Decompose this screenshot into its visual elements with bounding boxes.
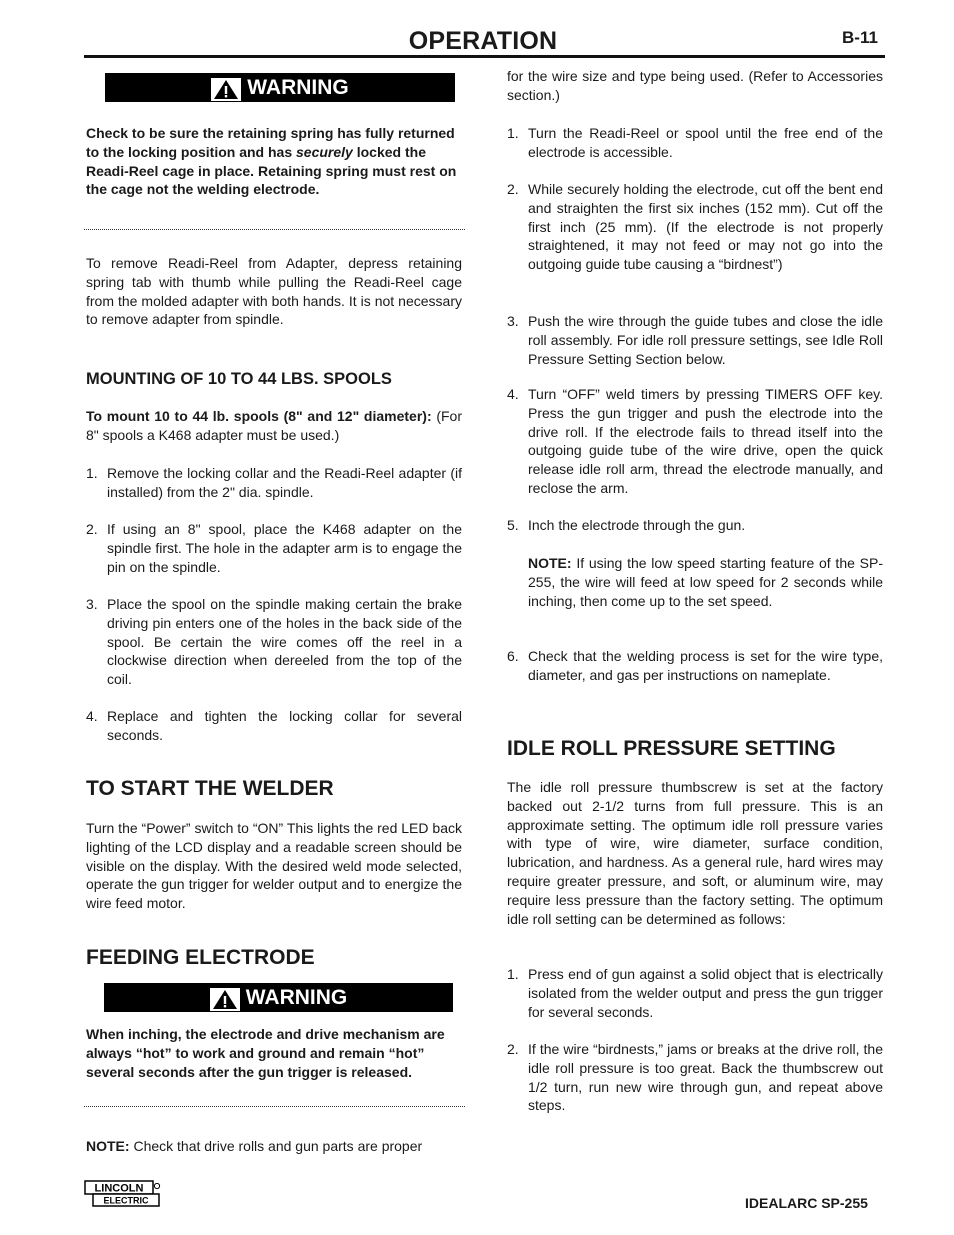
header-rule: [84, 55, 885, 58]
warning-text-part: Check to be sure the retaining spring has fully returned to the locking position and has: [86, 125, 455, 160]
remove-paragraph: To remove Readi-Reel from Adapter, depress retaining spring tab with thumb while pulling the Readi-Reel cage from the molded adapter with both hands. It is not necessary to remove adapter from spindle.: [86, 255, 462, 328]
idle-roll-text: The idle roll pressure thumbscrew is set at the factory backed out 2-1/2 turns from full pressure. This is an approximate setting. The optimum idle roll pressure varies with type of wire, wire diameter, surface condition, lubrication, and hardness. As a general rule, hard wires may require greater pressure, and soft, or aluminum wire, may require less pressure than the factory setting. The optimum idle roll setting can be determined as follows:: [507, 779, 883, 927]
warning-label: WARNING: [247, 76, 349, 99]
mounting-intro: [86, 407, 462, 445]
page-title: OPERATION: [408, 27, 558, 55]
item-number: 4.: [86, 708, 98, 724]
item-number: 2.: [86, 521, 98, 537]
item-text: Place the spool on the spindle making certain the brake driving pin enters one of the holes in the back side of the spool. Be certain the wire comes off the reel in a clockwise direction when dereeled from the top of the coil.: [107, 596, 462, 688]
divider: [84, 1106, 465, 1107]
warning-triangle-icon: [210, 988, 240, 1011]
warning-banner: [104, 983, 453, 1012]
model-name: IDEALARC SP-255: [745, 1195, 868, 1211]
item-number: 2.: [507, 1041, 519, 1057]
item-text: Turn the Readi-Reel or spool until the free end of the electrode is accessible.: [528, 125, 883, 160]
warning-text: [86, 124, 462, 199]
item-number: 1.: [507, 966, 519, 982]
warning-triangle-icon: [211, 78, 241, 101]
item-text: Press end of gun against a solid object that is electrically isolated from the welder output and press the gun trigger for several seconds.: [528, 966, 883, 1020]
item-number: 1.: [86, 465, 98, 481]
logo-text-top: LINCOLN: [94, 1182, 144, 1195]
item-number: 3.: [86, 596, 98, 612]
item-text: Inch the electrode through the gun.: [528, 517, 746, 533]
logo-text-bottom: ELECTRIC: [103, 1195, 149, 1206]
item-text: If using an 8" spool, place the K468 adapter on the spindle first. The hole in the adapter arm is to engage the pin on the spindle.: [107, 521, 462, 575]
step-note-text: [528, 554, 883, 610]
item-text: Replace and tighten the locking collar for several seconds.: [107, 708, 462, 743]
item-text: If the wire “birdnests,” jams or breaks at the drive roll, the idle roll pressure is too great. Back the thumbscrew out 1/2 turn, run new wire through gun, and repeat above steps.: [528, 1041, 883, 1114]
item-text: Check that the welding process is set for the wire type, diameter, and gas per instructions on nameplate.: [528, 648, 883, 683]
item-text: Push the wire through the guide tubes and close the idle roll assembly. For idle roll pressure settings, see Idle Roll Pressure Setting Section below.: [528, 313, 883, 367]
feeding-note-continued: for the wire size and type being used. (Refer to Accessories section.): [507, 68, 883, 103]
feeding-warning-text: When inching, the electrode and drive mechanism are always “hot” to work and ground and remain “hot” several seconds after the gun trigger is released.: [86, 1026, 445, 1080]
feeding-heading: FEEDING ELECTRODE: [86, 946, 315, 969]
item-number: 4.: [507, 386, 519, 402]
note-text: Check that drive rolls and gun parts are proper: [129, 1138, 423, 1154]
warning-text-part: locked the Readi-Reel cage in place. Retaining spring must rest on the cage not the welding electrode.: [86, 143, 457, 198]
start-welder-text: Turn the “Power” switch to “ON” This lights the red LED back lighting of the LCD display and a readable screen should be visible on the display. With the desired weld mode selected, operate the gun trigger for welder output and to energize the wire feed motor.: [86, 820, 462, 912]
item-number: 6.: [507, 648, 519, 664]
item-text: While securely holding the electrode, cut off the bent end and straighten the first six inches (152 mm). Cut off the first inch (25 mm). (If the electrode is not properly straightened, it may not feed or may not go into the outgoing guide tube causing a “birdnest”): [528, 181, 883, 273]
note-label: NOTE:: [86, 1138, 130, 1154]
lincoln-electric-logo: [84, 1180, 160, 1206]
item-text: Remove the locking collar and the Readi-Reel adapter (if installed) from the 2" dia. spindle.: [107, 465, 462, 500]
warning-label: WARNING: [245, 986, 348, 1009]
mounting-intro-rest: (For 8" spools a K468 adapter must be used.): [86, 408, 462, 443]
item-number: 5.: [507, 517, 519, 533]
warning-text-emphasis: securely: [296, 143, 353, 160]
divider: [84, 229, 465, 230]
item-text: Turn “OFF” weld timers by pressing TIMERS OFF key. Press the gun trigger and push the electrode into the drive roll. If the electrode fails to thread itself into the outgoing guide tube of the wire drive, open the quick release idle roll arm, thread the electrode manually, and reclose the arm.: [528, 386, 883, 496]
note-text: If using the low speed starting feature of the SP-255, the wire will feed at low speed for 2 seconds while inching, then come up to the set speed.: [528, 555, 883, 609]
item-number: 2.: [507, 181, 519, 197]
note-label: NOTE:: [528, 555, 572, 571]
warning-banner: [105, 73, 455, 102]
mounting-heading: MOUNTING OF 10 TO 44 LBS. SPOOLS: [86, 370, 392, 388]
item-number: 3.: [507, 313, 519, 329]
mounting-intro-bold: To mount 10 to 44 lb. spools (8" and 12" diameter):: [86, 408, 432, 424]
page-number: B-11: [842, 28, 878, 47]
item-number: 1.: [507, 125, 519, 141]
feeding-note: [86, 1137, 462, 1156]
start-welder-heading: TO START THE WELDER: [86, 777, 334, 800]
idle-roll-heading: IDLE ROLL PRESSURE SETTING: [507, 737, 836, 760]
